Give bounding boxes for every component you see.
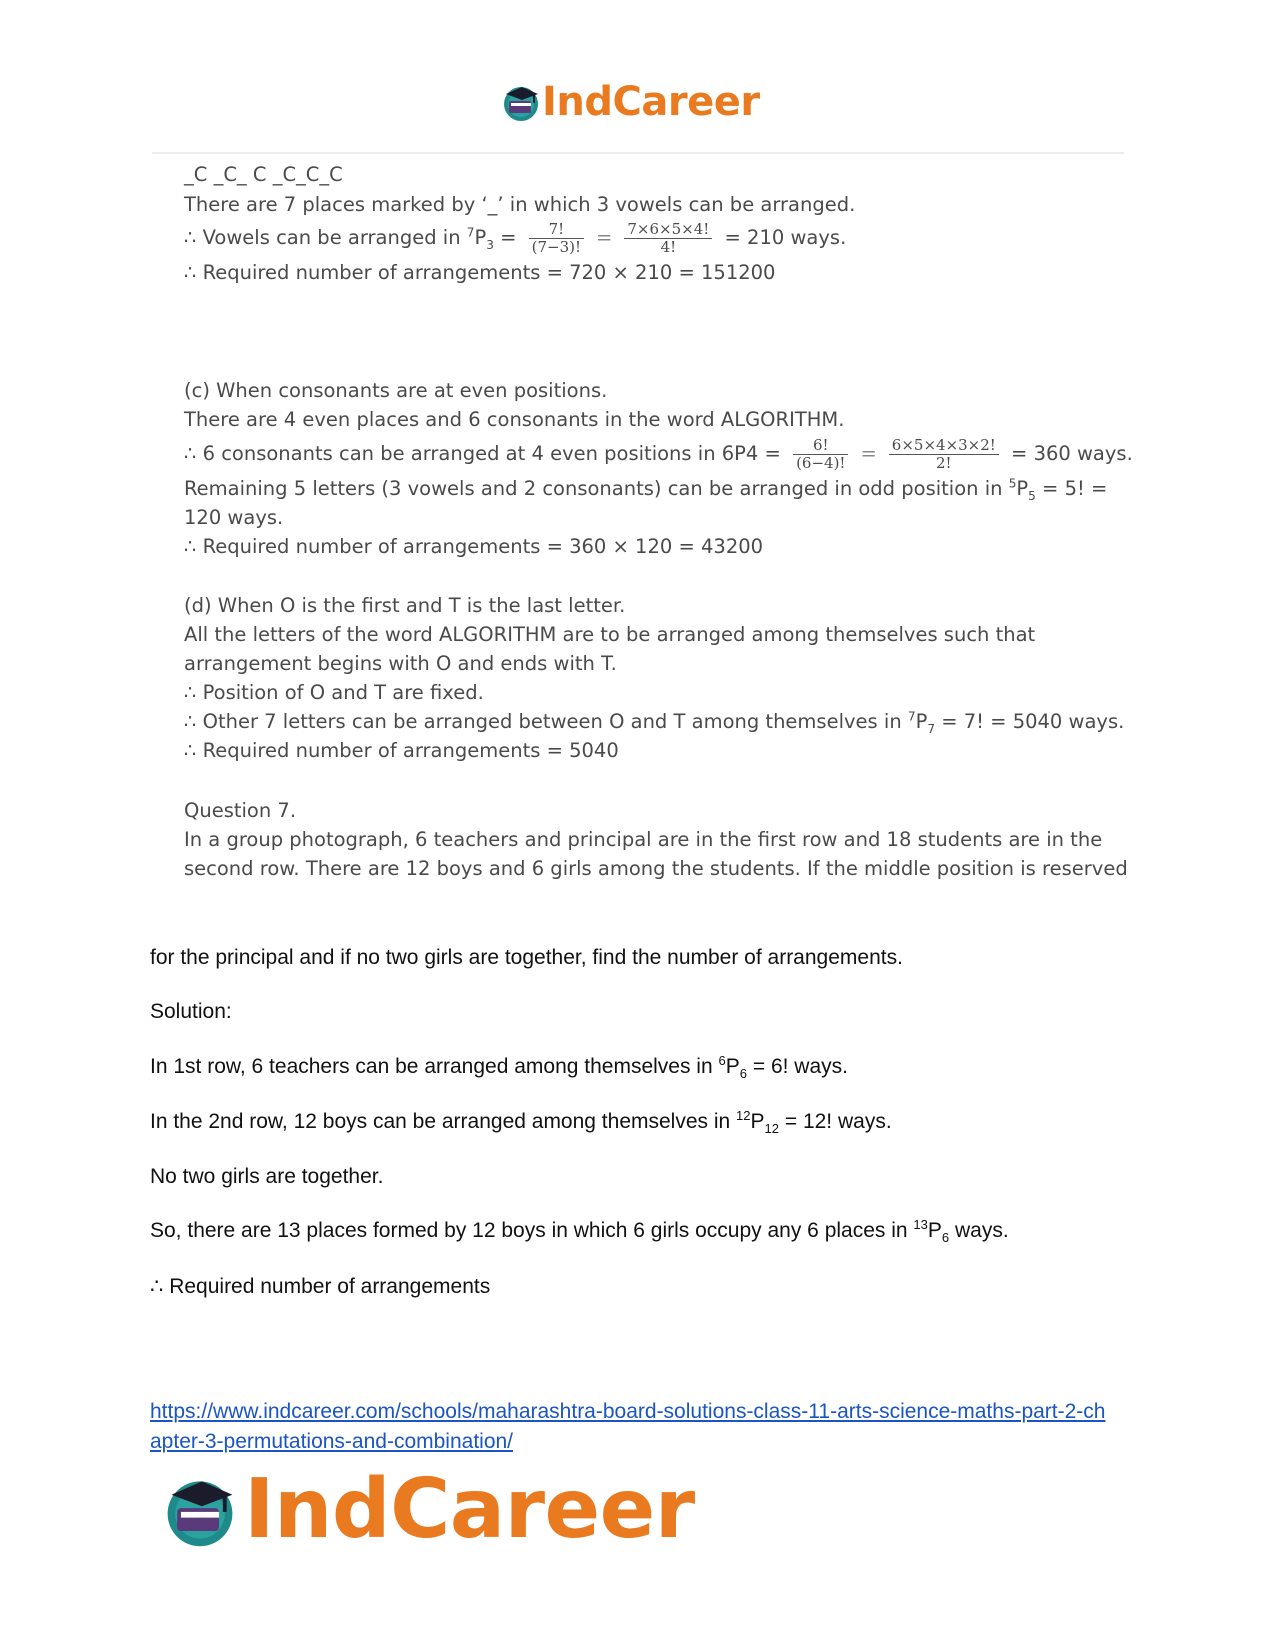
text-line: ∴ Required number of arrangements = 360 × 120 = 43200 (184, 535, 764, 558)
formula-line: ∴ 6 consonants can be arranged at 4 even positions in 6P4 = $\frac{6!}{(6-4)!}$ = $\frac{6\times 5\times 4\times 3\times 2!}{2!}$ = 360 ways. (184, 436, 1133, 472)
text-line: ∴ Position of O and T are fixed. (184, 681, 484, 704)
text-line: All the letters of the word ALGORITHM are to be arranged among themselves such that (184, 623, 1036, 646)
paragraph: for the principal and if no two girls are together, find the number of arrangements. (150, 946, 903, 969)
embedded-solution-image (184, 160, 1133, 912)
text-line: ∴ Other 7 letters can be arranged between O and T among themselves in $^7P_7 = 7$! = 5040 ways. (184, 709, 1125, 736)
text-line: There are 4 even places and 6 consonants in the word ALGORITHM. (184, 408, 845, 431)
fraction: $\frac{6\times 5\times 4\times 3\times 2!}{2!}$ (889, 437, 999, 472)
text-line: In a group photograph, 6 teachers and principal are in the first row and 18 students are in the (184, 828, 1103, 851)
text-line: (d) When O is the first and T is the last letter. (184, 594, 626, 617)
solution-label: Solution: (150, 1000, 232, 1023)
text-line: There are 7 places marked by ‘_’ in which 3 vowels can be arranged. (184, 193, 856, 216)
text-line: second row. There are 12 boys and 6 girls among the students. If the middle position is reserved (184, 857, 1128, 880)
graduation-cap-globe-icon (500, 81, 542, 123)
fraction: $\frac{6!}{(6-4)!}$ (793, 437, 848, 472)
header-logo (500, 78, 760, 126)
paragraph: So, there are 13 places formed by 12 boys in which 6 girls occupy any 6 places in $^{13}P_6$ ways. (150, 1217, 1009, 1246)
footer-logo (160, 1462, 695, 1557)
formula-line: ∴ Vowels can be arranged in $^7P_3$ = $\frac{7!}{(7-3)!}$ = $\frac{7\times 6\times 5\times 4!}{4!}$ = 210 ways. (184, 220, 847, 256)
text-line: 120 ways. (184, 506, 284, 529)
text-line: ∴ Required number of arrangements = 720 × 210 = 151200 (184, 261, 776, 284)
paragraph: ∴ Required number of arrangements (150, 1275, 491, 1298)
paragraph: No two girls are together. (150, 1165, 384, 1188)
text-line: ∴ Required number of arrangements = 5040 (184, 739, 619, 762)
text-line: Remaining 5 letters (3 vowels and 2 consonants) can be arranged in odd position in $^5P_5 = 5$! = (184, 476, 1108, 503)
question-heading: Question 7. (184, 799, 297, 822)
fraction: $\frac{7!}{(7-3)!}$ (529, 221, 584, 256)
paragraph: In the 2nd row, 12 boys can be arranged among themselves in $^{12}P_{12} = 12$! ways. (150, 1108, 892, 1137)
source-url-link[interactable]: https://www.indcareer.com/schools/maharashtra-board-solutions-class-11-arts-science-maths-part-2-chapter-3-permutations-and-combination/ (150, 1400, 1106, 1453)
logo-wordmark: IndCareer (244, 1462, 695, 1557)
paragraph: In 1st row, 6 teachers can be arranged among themselves in $^6P_6 = 6$! ways. (150, 1053, 848, 1082)
fraction: $\frac{7\times 6\times 5\times 4!}{4!}$ (624, 221, 712, 256)
logo-wordmark: IndCareer (542, 79, 760, 125)
consonant-pattern: _C _C_ C _C_C_C (184, 163, 343, 186)
text-line: (c) When consonants are at even positions. (184, 379, 608, 402)
graduation-cap-globe-icon (160, 1470, 240, 1550)
header-divider (152, 152, 1124, 154)
text-line: arrangement begins with O and ends with T. (184, 652, 617, 675)
